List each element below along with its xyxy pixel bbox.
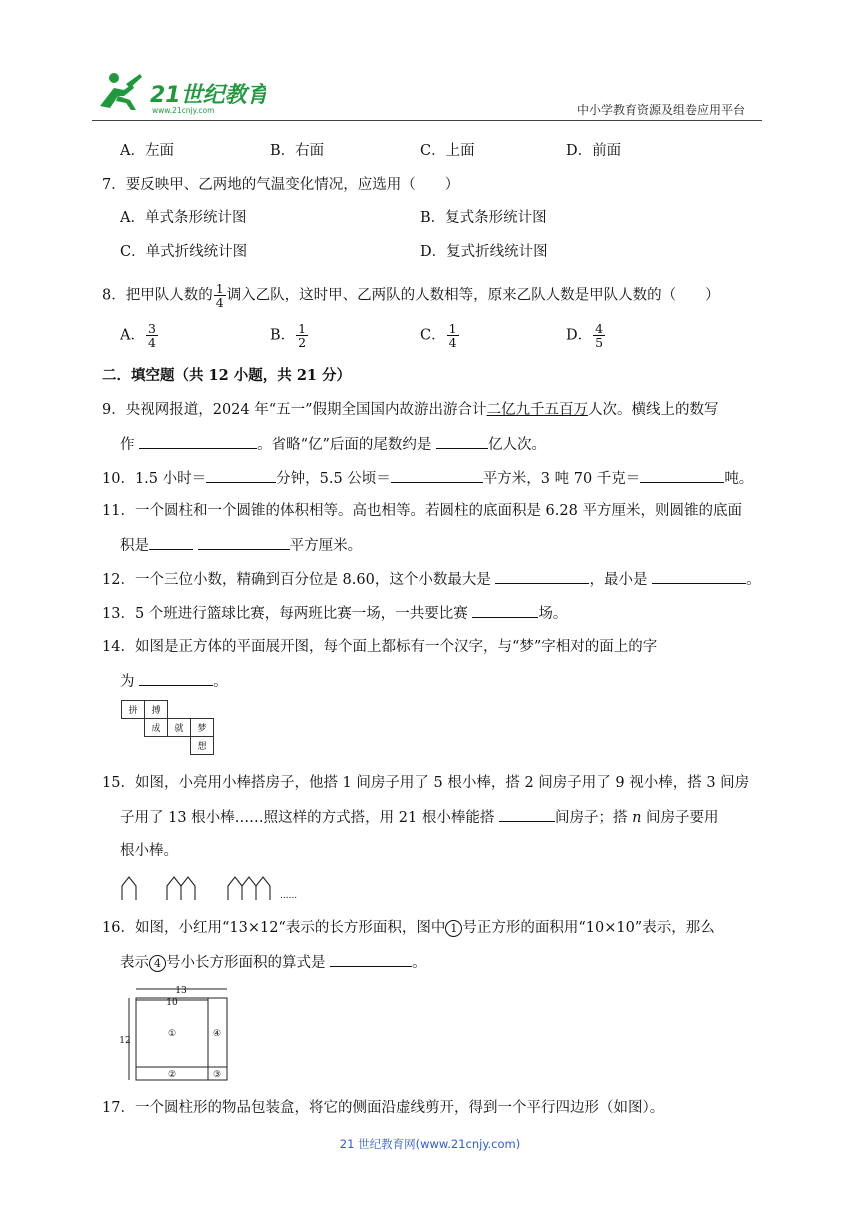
q9-blank-1[interactable] <box>139 434 257 449</box>
logo <box>96 66 266 116</box>
q8-fraction: $\frac{1}{4}$ <box>215 281 224 310</box>
logo-text: 21世纪教育 <box>150 83 266 108</box>
q11-blank-2[interactable] <box>198 535 290 550</box>
q8-option-c: C． $\frac{1}{4}$ <box>420 321 457 350</box>
q7-option-b: B．复式条形统计图 <box>420 210 547 226</box>
q15-blank[interactable] <box>499 807 555 822</box>
net-face: 搏 <box>145 701 168 719</box>
q14-blank[interactable] <box>139 671 213 686</box>
q9-blank-2[interactable] <box>436 434 488 449</box>
q16-blank[interactable] <box>330 952 412 967</box>
rectangle-figure <box>118 985 238 1085</box>
q12-blank-2[interactable] <box>652 569 746 584</box>
houses-dots: ...... <box>280 891 298 901</box>
q7-option-d: D．复式折线统计图 <box>420 244 548 260</box>
q10-blank-1[interactable] <box>206 468 276 483</box>
q16-line1: 16．如图，小红用“13×12“表示的长方形面积，图中 1 号正方形的面积用“10×10”表示，那么 <box>102 920 715 936</box>
net-face: 成 <box>145 719 168 737</box>
area-rectangle-diagram <box>118 985 238 1085</box>
q17-stem: 17．一个圆柱形的物品包装盒，将它的侧面沿虚线剪开，得到一个平行四边形（如图）。 <box>102 1100 665 1116</box>
q15-line1: 15．如图，小亮用小棒搭房子，他搭 1 间房子用了 5 根小棒，搭 2 间房子用了 9 视小棒，搭 3 间房 <box>102 775 750 791</box>
q6-option-c: C．上面 <box>420 143 475 159</box>
q10-blank-3[interactable] <box>640 468 724 483</box>
q8-stem-b: 调入乙队，这时甲、乙两队的人数相等，原来乙队人数是甲队人数的（ ） <box>226 287 720 304</box>
q15-line3: 根小棒。 <box>120 843 178 859</box>
q12-blank-1[interactable] <box>495 569 589 584</box>
houses-figure <box>120 874 310 902</box>
svg-text:③: ③ <box>212 1070 222 1080</box>
q10: 10．1.5 小时＝ 分钟，5.5 公顷＝ 平方米，3 吨 70 千克＝ 吨。 <box>102 468 753 489</box>
q6-option-b: B．右面 <box>270 143 325 159</box>
header-rule <box>92 120 762 121</box>
q11-line2: 积是 平方厘米。 <box>120 535 362 556</box>
q9-line1: 9．央视网报道，2024 年“五一”假期全国国内故游出游合计二亿九千五百万人次。横线上的数写 <box>102 402 719 418</box>
q13: 13．5 个班进行篮球比赛，每两班比赛一场，一共要比赛 场。 <box>102 603 567 624</box>
svg-text:10: 10 <box>166 998 178 1008</box>
cube-net-figure <box>121 700 214 755</box>
svg-text:④: ④ <box>212 1029 222 1039</box>
q7-option-c: C．单式折线统计图 <box>120 244 248 260</box>
q8-option-b: B． $\frac{1}{2}$ <box>270 321 307 350</box>
section-heading: 二．填空题（共 12 小题，共 21 分） <box>102 367 352 384</box>
q15-line2: 子用了 13 根小棒……照这样的方式搭，用 21 根小棒能搭 间房子；搭 n 间房子要用 <box>120 807 719 828</box>
svg-text:②: ② <box>167 1070 177 1080</box>
q12: 12．一个三位小数，精确到百分位是 8.60，这个小数最大是 ，最小是 。 <box>102 569 761 590</box>
q11-line1: 11．一个圆柱和一个圆锥的体积相等。高也相等。若圆柱的底面积是 6.28 平方厘米，则圆锥的底面 <box>102 503 742 519</box>
q8-option-d: D． $\frac{4}{5}$ <box>566 321 604 350</box>
net-face: 梦 <box>191 719 214 737</box>
svg-text:13: 13 <box>175 986 187 996</box>
q8-option-a: A． $\frac{3}{4}$ <box>120 321 156 350</box>
footer-link[interactable]: 21 世纪教育网(www.21cnjy.com) <box>339 1137 521 1151</box>
net-face: 想 <box>191 737 214 755</box>
q14-line1: 14．如图是正方体的平面展开图，每个面上都标有一个汉字，与“梦”字相对的面上的字 <box>102 639 658 655</box>
q9-line2: 作 。省略“亿”后面的尾数约是 亿人次。 <box>120 434 546 455</box>
stick-houses-illustration <box>120 874 310 902</box>
q6-option-d: D．前面 <box>566 143 622 159</box>
svg-text:12: 12 <box>119 1036 131 1046</box>
q8-stem <box>102 282 720 309</box>
net-face: 拼 <box>122 701 145 719</box>
platform-title: 中小学教育资源及组卷应用平台 <box>577 103 746 117</box>
q7-option-a: A．单式条形统计图 <box>120 210 247 226</box>
q14-line2: 为 。 <box>120 671 228 692</box>
net-face: 就 <box>168 719 191 737</box>
q16-line2: 表示 4 号小长方形面积的算式是 。 <box>120 952 427 973</box>
q13-blank[interactable] <box>472 603 538 618</box>
svg-text:①: ① <box>167 1029 177 1039</box>
q10-blank-2[interactable] <box>391 468 483 483</box>
q11-blank-1[interactable] <box>149 535 193 550</box>
q8-stem-a: 8．把甲队人数的 <box>102 287 213 304</box>
q7-stem: 7．要反映甲、乙两地的气温变化情况，应选用（ ） <box>102 177 460 193</box>
logo-url: www.21cnjy.com <box>152 106 215 115</box>
logo-runner-icon <box>96 66 266 116</box>
q6-option-a: A．左面 <box>120 143 174 159</box>
